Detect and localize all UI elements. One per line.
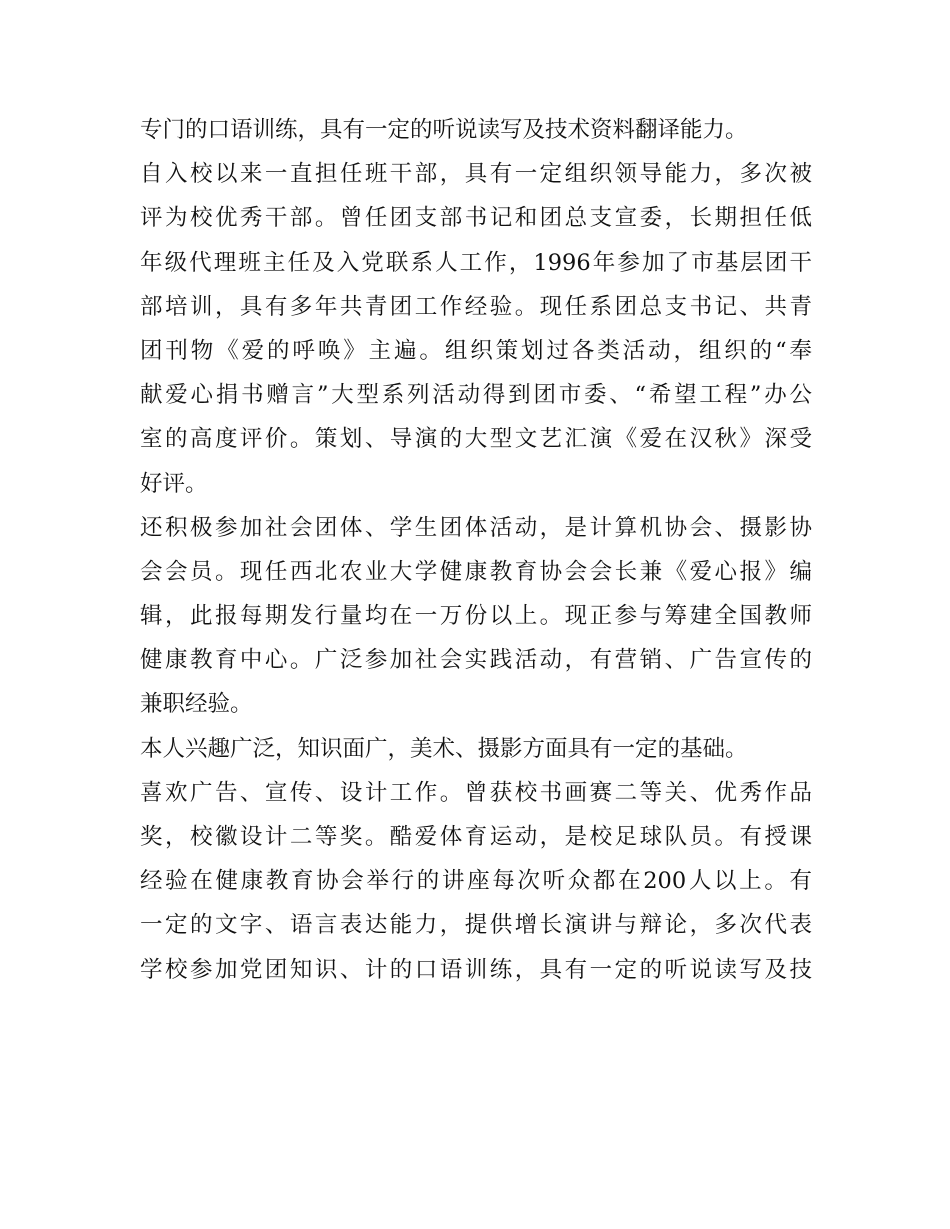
text-line: 部培训，具有多年共青团工作经验。现任系团总支书记、共青 xyxy=(140,293,812,320)
text-line: 健康教育中心。广泛参加社会实践活动，有营销、广告宣传的 xyxy=(140,647,812,674)
text-line: 还积极参加社会团体、学生团体活动，是计算机协会、摄影协 xyxy=(140,514,812,541)
text-line: 会会员。现任西北农业大学健康教育协会会长兼《爱心报》编 xyxy=(140,558,812,585)
text-line: 兼职经验。 xyxy=(140,691,253,718)
text-line: 奖，校徽设计二等奖。酷爱体育运动，是校足球队员。有授课 xyxy=(140,824,812,850)
text-line: 学校参加党团知识、计的口语训练，具有一定的听说读写及技 xyxy=(140,956,812,983)
text-line: 喜欢广告、宣传、设计工作。曾获校书画赛二等关、优秀作品 xyxy=(140,779,812,806)
text-line: 年级代理班主任及入党联系人工作，1996年参加了市基层团干 xyxy=(140,249,812,276)
text-line: 专门的口语训练，具有一定的听说读写及技术资料翻译能力。 xyxy=(140,117,748,143)
text-line: 团刊物《爱的呼唤》主遍。组织策划过各类活动，组织的“奉 xyxy=(140,337,812,364)
text-line: 评为校优秀干部。曾任团支部书记和团总支宣委，长期担任低 xyxy=(140,205,812,232)
text-line: 一定的文字、语言表达能力，提供增长演讲与辩论，多次代表 xyxy=(140,912,812,939)
text-line: 献爱心捐书赠言”大型系列活动得到团市委、“希望工程”办公 xyxy=(140,382,812,409)
text-line: 本人兴趣广泛，知识面广，美术、摄影方面具有一定的基础。 xyxy=(140,735,748,762)
document-body xyxy=(140,108,812,992)
text-line: 经验在健康教育协会举行的讲座每次听众都在200人以上。有 xyxy=(140,868,812,895)
text-line: 好评。 xyxy=(140,470,208,497)
text-line: 辑，此报每期发行量均在一万份以上。现正参与筹建全国教师 xyxy=(140,603,812,630)
text-line: 室的高度评价。策划、导演的大型文艺汇演《爱在汉秋》深受 xyxy=(140,426,812,453)
text-line: 自入校以来一直担任班干部，具有一定组织领导能力，多次被 xyxy=(140,161,812,188)
